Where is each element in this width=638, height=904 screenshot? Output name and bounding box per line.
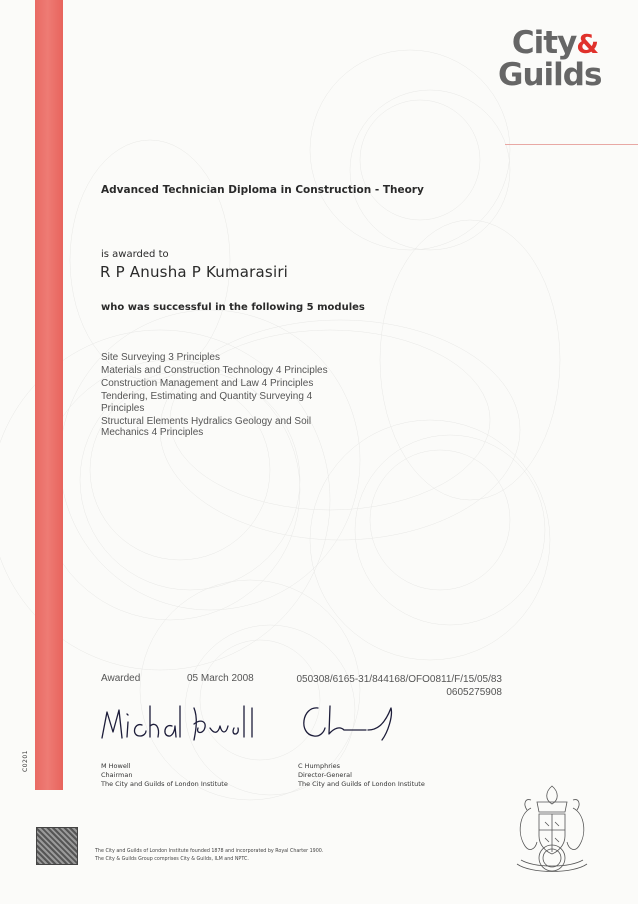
signatory-organisation: The City and Guilds of London Institute [298, 780, 425, 788]
module-item: Tendering, Estimating and Quantity Surveying 4 Principles [101, 391, 313, 414]
candidate-name: R P Anusha P Kumarasiri [100, 263, 289, 281]
signatory-title: Director-General [298, 771, 352, 779]
signatory-director-general [298, 762, 425, 789]
footer-line: The City & Guilds Group comprises City & Guilds, ILM and NPTC. [95, 857, 249, 862]
logo-ampersand: & [576, 30, 598, 60]
module-item: Construction Management and Law 4 Principles [101, 378, 314, 389]
signature-c-humphries [296, 698, 406, 746]
coat-of-arms-crest [505, 780, 600, 875]
footer-text [95, 848, 323, 864]
city-and-guilds-logo [498, 25, 602, 93]
logo-word-city: City [511, 25, 577, 61]
awarded-date: 05 March 2008 [187, 673, 254, 684]
header-rule [505, 144, 638, 145]
signatory-chairman [101, 762, 228, 789]
module-item: Site Surveying 3 Principles [101, 352, 220, 363]
awarded-label: Awarded [101, 673, 141, 684]
side-code: C0201 [22, 750, 29, 772]
awarded-to-label: is awarded to [101, 249, 169, 260]
qualification-title: Advanced Technician Diploma in Construction - Theory [101, 184, 424, 196]
signatory-name: M Howell [101, 762, 131, 770]
certificate-reference: 050308/6165-31/844168/OFO0811/F/15/05/83 [296, 674, 502, 685]
certificate-number: 0605275908 [446, 687, 502, 698]
footer-line: The City and Guilds of London Institute founded 1878 and incorporated by Royal Charter 1900. [95, 849, 324, 854]
modules-list [101, 352, 341, 440]
red-ribbon-band [35, 0, 63, 790]
module-item: Materials and Construction Technology 4 Principles [101, 365, 328, 376]
hologram-seal [36, 827, 78, 865]
success-statement: who was successful in the following 5 modules [101, 302, 365, 313]
module-item: Structural Elements Hydralics Geology and Soil Mechanics 4 Principles [101, 415, 312, 438]
signature-m-howell [98, 700, 273, 748]
signatory-title: Chairman [101, 771, 133, 779]
signatory-name: C Humphries [298, 762, 341, 770]
logo-word-guilds: Guilds [498, 57, 602, 93]
certificate-reference-block [296, 673, 502, 699]
signatory-organisation: The City and Guilds of London Institute [101, 780, 228, 788]
